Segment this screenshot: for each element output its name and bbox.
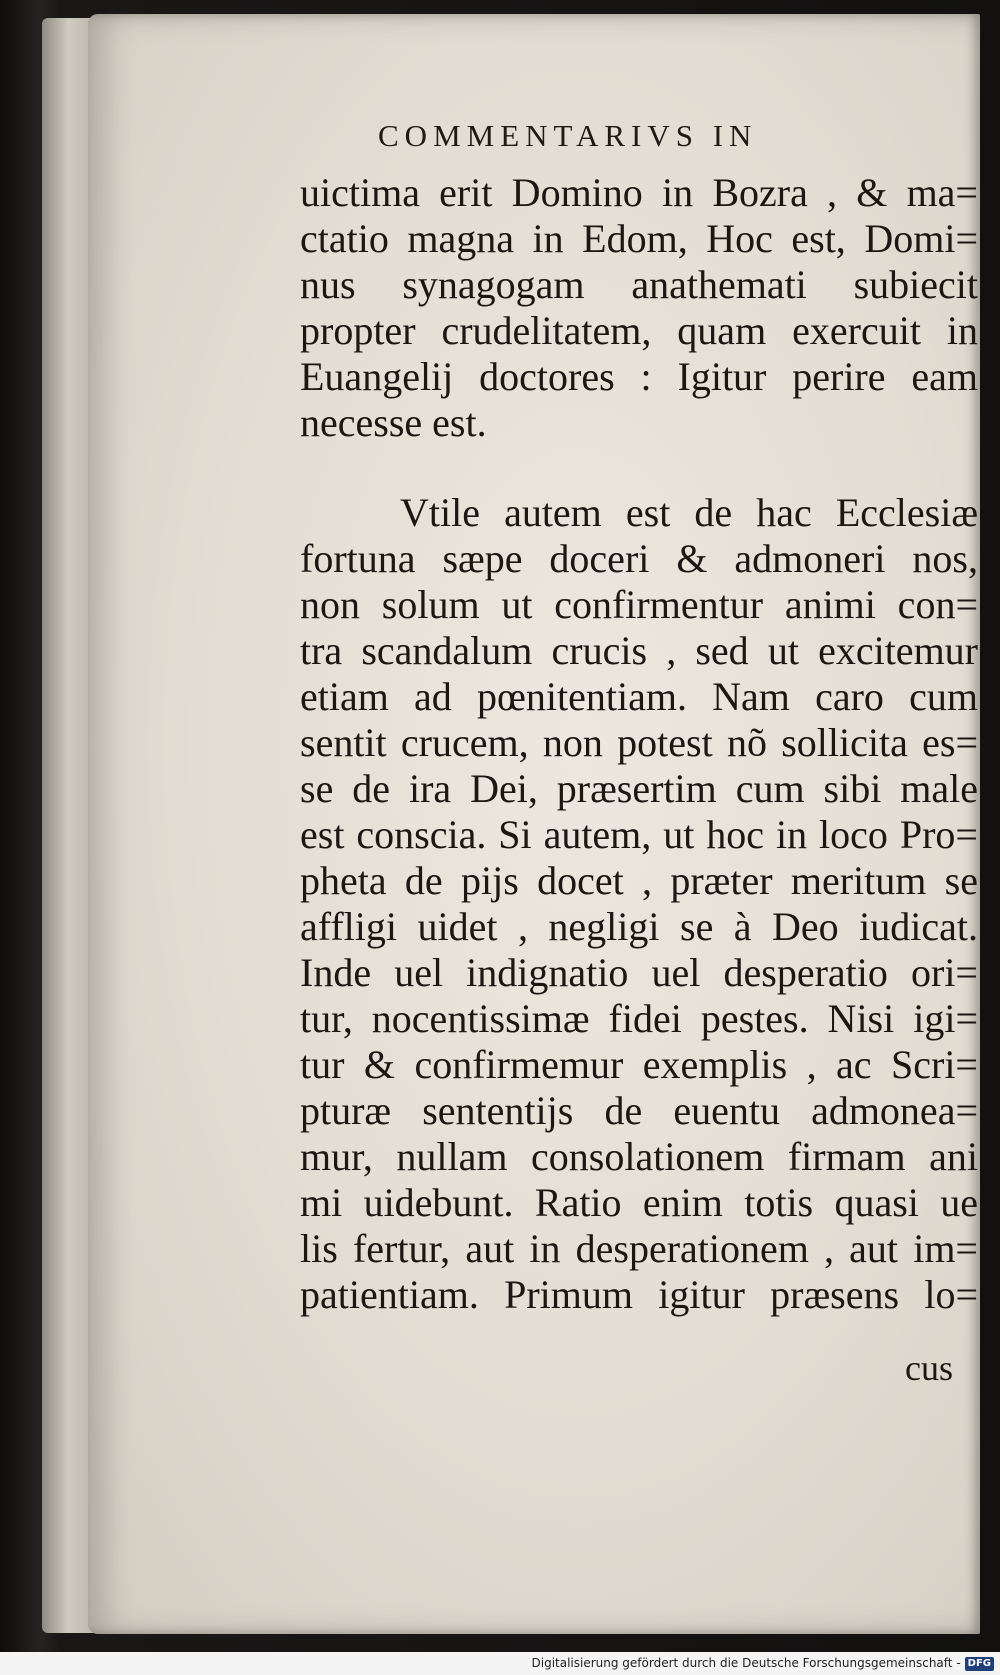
text-line: patientiam. Primum igitur præsens lo= — [300, 1272, 978, 1317]
text-line: Inde uel indignatio uel desperatio ori= — [300, 950, 978, 995]
text-line: propter crudelitatem, quam exercuit in — [300, 308, 978, 353]
text-line: mur, nullam consolationem firmam ani — [300, 1134, 978, 1179]
dfg-logo-icon: DFG — [965, 1657, 994, 1671]
footer-credit-bar — [0, 1652, 1000, 1675]
text-line: affligi uidet , negligi se à Deo iudicat. — [300, 904, 978, 949]
text-line: tra scandalum crucis , sed ut excitemur — [300, 628, 978, 673]
text-line: sentit crucem, non potest nõ sollicita es= — [300, 720, 978, 765]
catchword: cus — [905, 1348, 953, 1388]
text-line: pheta de pijs docet , præter meritum se — [300, 858, 978, 903]
paragraph-gap — [300, 446, 978, 490]
text-line: lis fertur, aut in desperationem , aut im= — [300, 1226, 978, 1271]
text-line: necesse est. — [300, 400, 487, 445]
text-line: tur, nocentissimæ fidei pestes. Nisi igi= — [300, 996, 978, 1041]
text-line: mi uidebunt. Ratio enim totis quasi ue — [300, 1180, 978, 1225]
paragraph-2 — [300, 490, 978, 1318]
text-line: uictima erit Domino in Bozra , & ma= — [300, 170, 978, 215]
text-block — [300, 170, 978, 1318]
text-line: pturæ sententijs de euentu admonea= — [300, 1088, 978, 1133]
text-line: fortuna sæpe doceri & admoneri nos, — [300, 536, 978, 581]
text-line: Vtile autem est de hac Ecclesiæ — [400, 490, 978, 535]
text-line: tur & confirmemur exemplis , ac Scri= — [300, 1042, 978, 1087]
paragraph-1 — [300, 170, 978, 446]
text-line: se de ira Dei, præsertim cum sibi male — [300, 766, 978, 811]
running-head: COMMENTARIVS IN — [378, 118, 758, 153]
text-line: Euangelij doctores : Igitur perire eam — [300, 354, 978, 399]
text-line: est conscia. Si autem, ut hoc in loco Pro= — [300, 812, 978, 857]
footer-credit-text: Digitalisierung gefördert durch die Deutsche Forschungsgemeinschaft - — [531, 1656, 961, 1670]
text-line: ctatio magna in Edom, Hoc est, Domi= — [300, 216, 978, 261]
text-line: etiam ad pœnitentiam. Nam caro cum — [300, 674, 978, 719]
text-line: nus synagogam anathemati subiecit — [300, 262, 978, 307]
text-line: non solum ut confirmentur animi con= — [300, 582, 978, 627]
